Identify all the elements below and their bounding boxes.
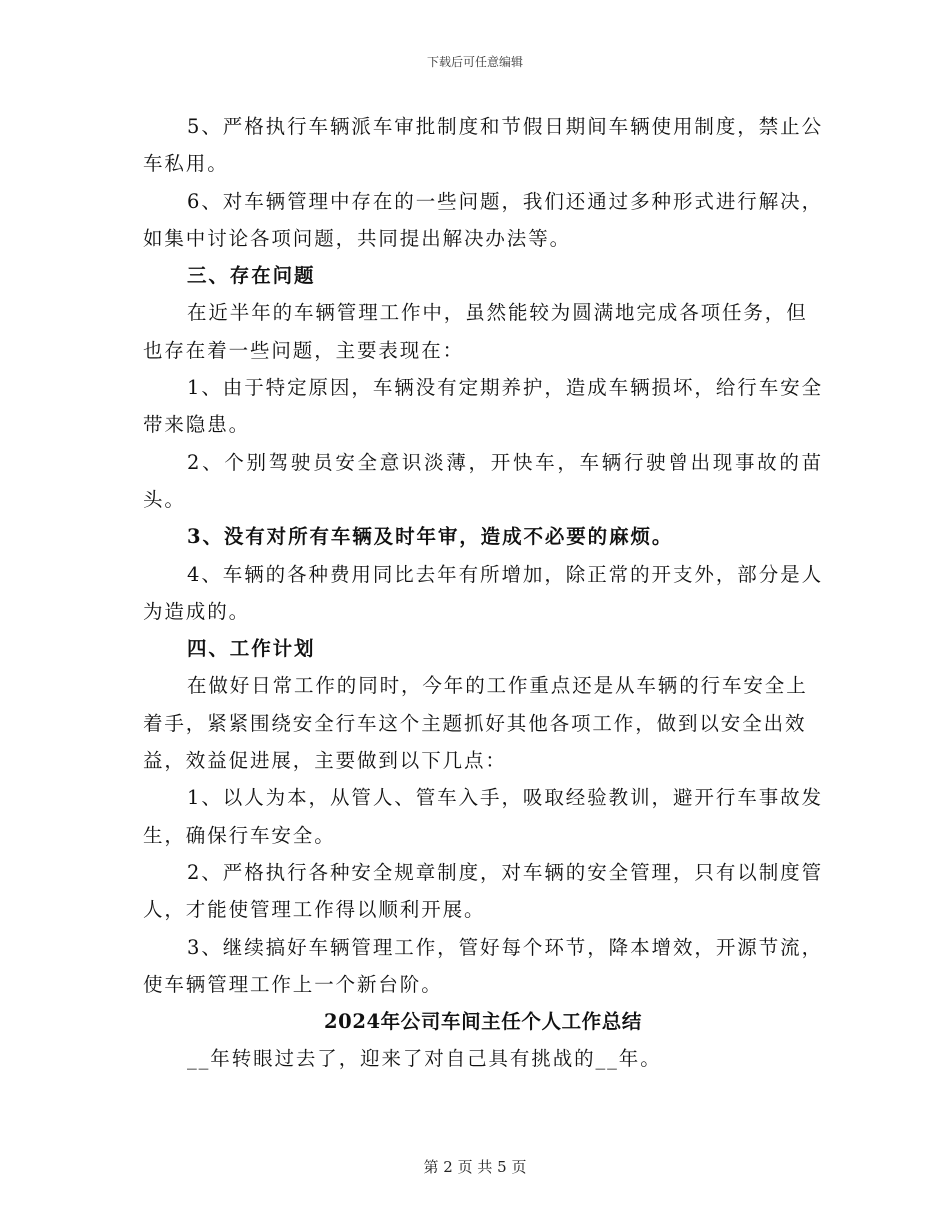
paragraph-plan-1: 1、以人为本，从管人、管车入手，吸取经验教训，避开行车事故发生，确保行车安全。 [143,786,823,847]
paragraph-problem-4: 4、车辆的各种费用同比去年有所增加，除正常的开支外，部分是人为造成的。 [143,562,823,623]
section-heading-problems: 三、存在问题 [187,264,316,288]
page-header: 下载后可任意编辑 [426,55,523,69]
paragraph-plan-2: 2、严格执行各种安全规章制度，对车辆的安全管理，只有以制度管人，才能使管理工作得以顺利开展。 [143,860,823,922]
page-footer: 第 2 页 共 5 页 [423,1158,527,1176]
document-body [143,108,823,1078]
paragraph-problem-2: 2、个别驾驶员安全意识淡薄，开快车，车辆行驶曾出现事故的苗头。 [143,450,823,511]
paragraph-problems-intro: 在近半年的车辆管理工作中，虽然能较为圆满地完成各项任务，但也存在着一些问题，主要表现在： [143,301,808,362]
section-heading-plan: 四、工作计划 [187,637,316,661]
paragraph-summary-intro: __年转眼过去了，迎来了对自己具有挑战的__年。 [187,1047,662,1071]
paragraph-plan-3: 3、继续搞好车辆管理工作，管好每个环节，降本增效，开源节流，使车辆管理工作上一个新台阶。 [143,935,823,996]
paragraph-item-5: 5、严格执行车辆派车审批制度和节假日期间车辆使用制度，禁止公车私用。 [143,115,823,176]
document-title: 2024年公司车间主任个人工作总结 [324,1010,642,1034]
paragraph-item-6: 6、对车辆管理中存在的一些问题，我们还通过多种形式进行解决，如集中讨论各项问题，共同提出解决办法等。 [143,189,823,250]
paragraph-problem-1: 1、由于特定原因，车辆没有定期养护，造成车辆损坏，给行车安全带来隐患。 [143,376,823,437]
paragraph-plan-intro: 在做好日常工作的同时，今年的工作重点还是从车辆的行车安全上着手，紧紧围绕安全行车这个主题抓好其他各项工作，做到以安全出效益，效益促进展，主要做到以下几点： [143,674,808,773]
paragraph-problem-3: 3、没有对所有车辆及时年审，造成不必要的麻烦。 [187,525,674,549]
